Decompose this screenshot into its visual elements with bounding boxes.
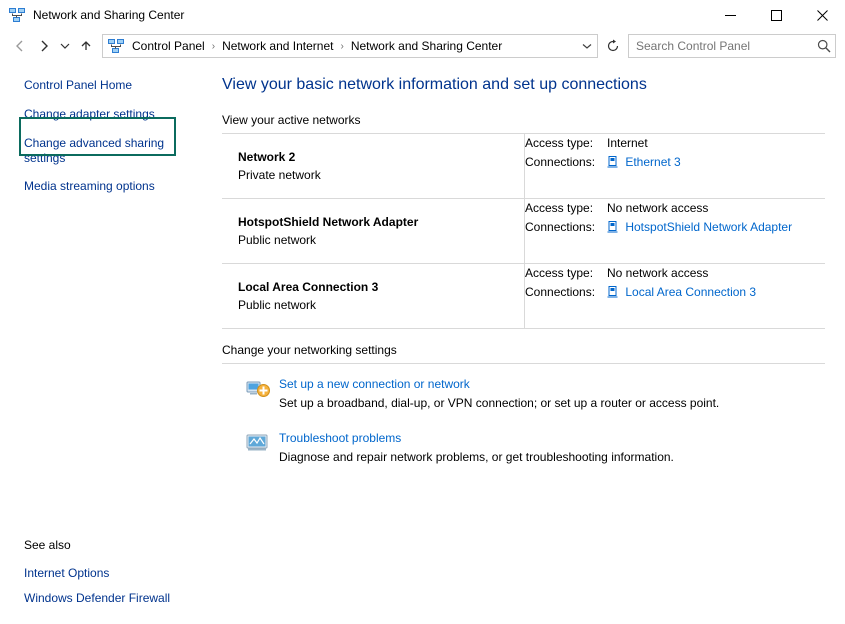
- refresh-button[interactable]: [602, 35, 624, 57]
- address-path-box[interactable]: [102, 34, 598, 58]
- recent-locations-button[interactable]: [56, 34, 74, 58]
- network-name: Local Area Connection 3: [238, 280, 379, 294]
- active-networks-label: View your active networks: [222, 113, 361, 127]
- network-details: [525, 134, 826, 198]
- breadcrumb-separator-1[interactable]: ›: [211, 40, 216, 52]
- search-input[interactable]: [629, 39, 813, 53]
- network-details: [525, 199, 826, 263]
- close-button[interactable]: [799, 0, 845, 30]
- connections-line: [525, 218, 825, 237]
- search-icon[interactable]: [813, 36, 835, 56]
- network-name: HotspotShield Network Adapter: [238, 215, 419, 229]
- network-details: [525, 264, 826, 328]
- network-type: Public network: [238, 298, 317, 312]
- new-connection-icon: [246, 376, 270, 400]
- network-type: Private network: [238, 168, 321, 182]
- access-type-value: Internet: [607, 136, 648, 150]
- control-panel-icon: [108, 38, 124, 54]
- network-info: [222, 134, 524, 198]
- task-description: Set up a broadband, dial-up, or VPN connection; or set up a router or access point.: [279, 396, 720, 410]
- see-also-section: [24, 538, 204, 611]
- breadcrumb-separator-2[interactable]: ›: [340, 40, 344, 52]
- address-bar: [0, 31, 845, 61]
- title-bar: [0, 0, 845, 31]
- sidebar: [0, 61, 208, 624]
- ethernet-icon: [607, 286, 618, 298]
- window-controls: [707, 0, 845, 30]
- breadcrumb-item-control-panel[interactable]: Control Panel: [132, 39, 205, 53]
- network-info: [222, 199, 524, 263]
- connections-line: [525, 153, 825, 172]
- active-networks-table-3: [222, 264, 825, 328]
- divider-4: [222, 363, 825, 364]
- connection-link[interactable]: [607, 218, 792, 237]
- task-troubleshoot-problems[interactable]: [246, 430, 825, 466]
- access-type-label: Access type:: [525, 201, 594, 215]
- sidebar-item-media-streaming-options[interactable]: Media streaming options: [24, 179, 155, 193]
- sidebar-item-change-adapter-settings[interactable]: Change adapter settings: [24, 107, 155, 121]
- network-info: [222, 264, 524, 328]
- network-row: [222, 134, 825, 198]
- see-also-item-windows-defender-firewall[interactable]: Windows Defender Firewall: [24, 591, 171, 605]
- see-also-item-internet-options[interactable]: Internet Options: [24, 566, 110, 580]
- task-text: [279, 376, 719, 412]
- task-text: [279, 430, 674, 466]
- sidebar-item-change-advanced-sharing-settings[interactable]: Change advanced sharing settings: [24, 136, 165, 165]
- access-type-label: Access type:: [525, 266, 594, 280]
- connections-label: Connections:: [525, 155, 596, 169]
- access-type-value: No network access: [607, 201, 709, 215]
- main-panel: [208, 61, 845, 624]
- active-networks-table-2: [222, 199, 825, 263]
- task-title[interactable]: Set up a new connection or network: [279, 377, 470, 391]
- active-networks-table: [222, 134, 825, 198]
- search-box[interactable]: [628, 34, 836, 58]
- sidebar-item-control-panel-home[interactable]: Control Panel Home: [24, 78, 133, 92]
- ethernet-icon: [607, 156, 618, 168]
- divider-3: [222, 328, 825, 329]
- minimize-button[interactable]: [707, 0, 753, 30]
- connections-label: Connections:: [525, 220, 596, 234]
- connection-link[interactable]: [607, 283, 756, 302]
- connection-link-label: Ethernet 3: [625, 155, 681, 169]
- access-type-line: [525, 134, 825, 153]
- breadcrumb-item-network-and-sharing-center[interactable]: Network and Sharing Center: [350, 39, 503, 53]
- page-title: View your basic network information and set up connections: [222, 76, 647, 93]
- maximize-button[interactable]: [753, 0, 799, 30]
- breadcrumb: [130, 39, 577, 53]
- connection-link-label: HotspotShield Network Adapter: [625, 220, 793, 234]
- connection-link[interactable]: [607, 153, 681, 172]
- network-name: Network 2: [238, 150, 296, 164]
- network-type: Public network: [238, 233, 317, 247]
- see-also-title: See also: [24, 538, 71, 552]
- access-type-label: Access type:: [525, 136, 594, 150]
- back-button[interactable]: [8, 34, 32, 58]
- connection-link-label: Local Area Connection 3: [625, 285, 757, 299]
- task-title[interactable]: Troubleshoot problems: [279, 431, 402, 445]
- network-row: [222, 199, 825, 263]
- breadcrumb-item-network-and-internet[interactable]: Network and Internet: [222, 39, 334, 53]
- connections-line: [525, 283, 825, 302]
- content-area: [0, 61, 845, 624]
- forward-button[interactable]: [32, 34, 56, 58]
- connections-label: Connections:: [525, 285, 596, 299]
- task-description: Diagnose and repair network problems, or get troubleshooting information.: [279, 450, 674, 464]
- ethernet-icon: [607, 221, 618, 233]
- network-row: [222, 264, 825, 328]
- window-title: Network and Sharing Center: [33, 8, 185, 22]
- access-type-line: [525, 199, 825, 218]
- troubleshoot-icon: [246, 430, 270, 454]
- up-button[interactable]: [74, 34, 98, 58]
- change-networking-settings-label: Change your networking settings: [222, 343, 397, 357]
- task-set-up-new-connection[interactable]: [246, 376, 825, 412]
- access-type-value: No network access: [607, 266, 709, 280]
- chevron-down-icon[interactable]: [577, 41, 597, 51]
- access-type-line: [525, 264, 825, 283]
- network-center-icon: [9, 7, 25, 23]
